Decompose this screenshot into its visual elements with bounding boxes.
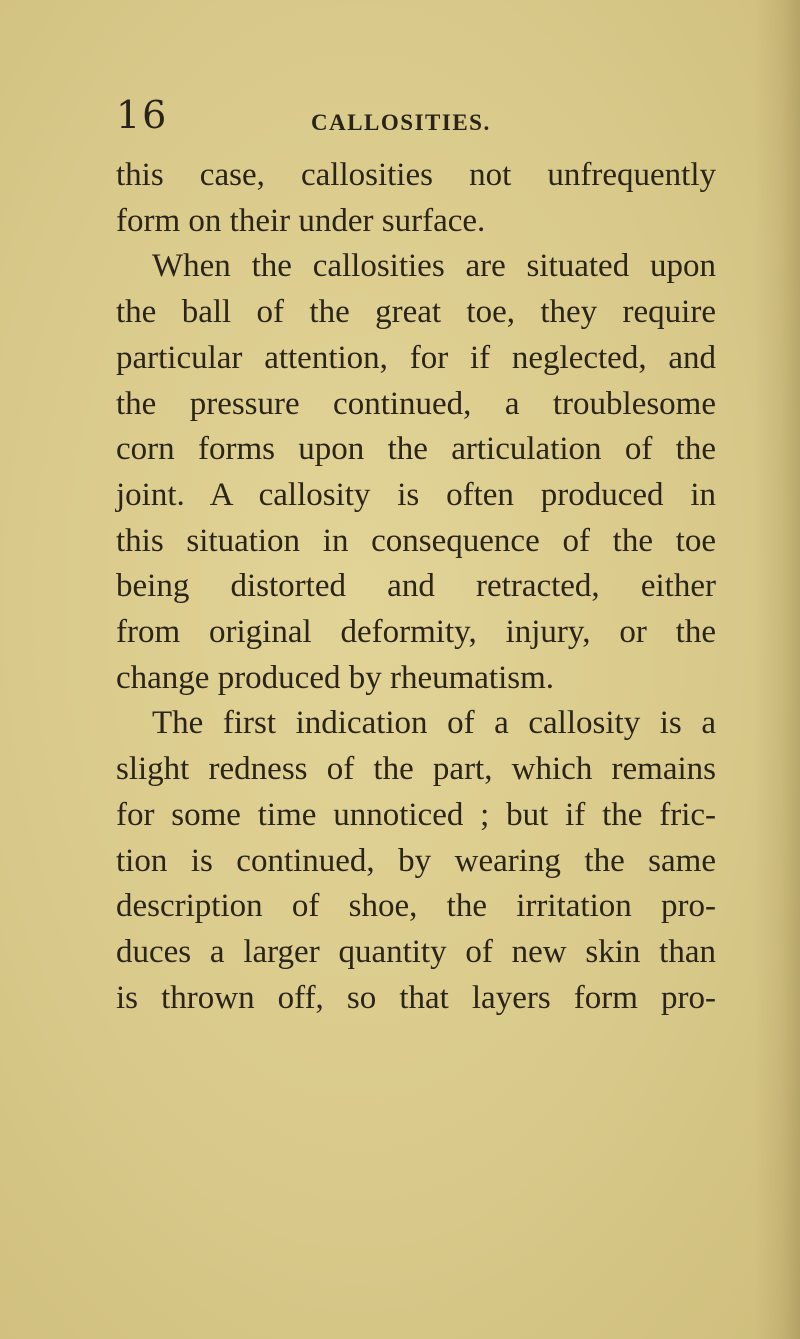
body-text xyxy=(116,153,716,1021)
text-line: being distorted and retracted, either xyxy=(116,568,716,605)
text-line: The first indication of a callosity is a xyxy=(152,705,716,742)
text-line: particular attention, for if neglected, and xyxy=(116,339,716,376)
text-line: description of shoe, the irritation pro- xyxy=(116,888,716,925)
text-line: When the callosities are situated upon xyxy=(152,248,716,285)
text-line: this case, callosities not unfrequently xyxy=(116,157,716,193)
text-line: form on their under surface. xyxy=(116,202,486,239)
page-number: 16 xyxy=(116,93,169,137)
text-line: is thrown off, so that layers form pro- xyxy=(116,979,716,1016)
text-line: tion is continued, by wearing the same xyxy=(116,842,716,879)
text-line: slight redness of the part, which remains xyxy=(116,751,716,788)
text-line: the pressure continued, a troublesome xyxy=(116,385,716,422)
text-line: for some time unnoticed ; but if the fric- xyxy=(116,796,716,833)
text-line: joint. A callosity is often produced in xyxy=(116,476,716,513)
text-line: from original deformity, injury, or the xyxy=(116,614,716,651)
page-edge-shadow xyxy=(754,0,800,1339)
text-line: duces a larger quantity of new skin than xyxy=(116,933,716,970)
running-head: CALLOSITIES. xyxy=(311,110,491,135)
text-line: corn forms upon the articulation of the xyxy=(116,431,716,468)
text-line: the ball of the great toe, they require xyxy=(116,294,716,331)
text-line: this situation in consequence of the toe xyxy=(116,522,716,559)
text-line: change produced by rheumatism. xyxy=(116,659,555,696)
